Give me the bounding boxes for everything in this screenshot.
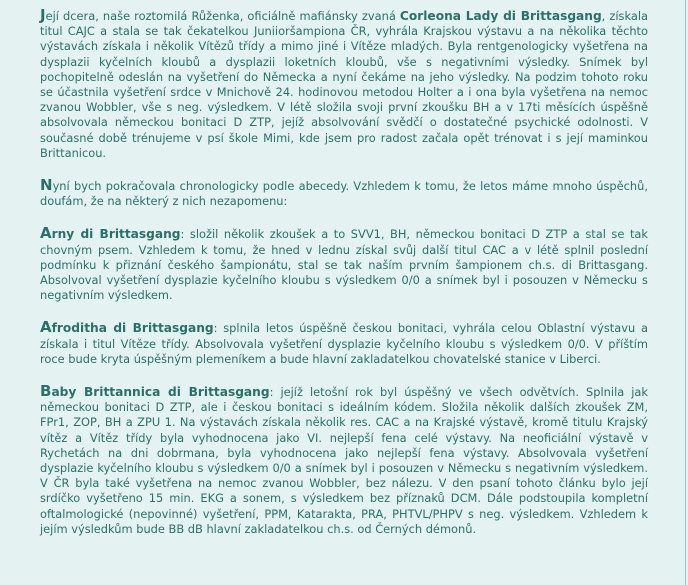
dog-dropcap: A	[40, 224, 52, 243]
transition-paragraph	[40, 178, 648, 209]
intro-text-after: , získala titul CAJC a stala se tak čekatelkou Juniioršampiona ČR, vyhrála Krajskou výstavu a na několika těchto výstavách získala i několik Vítězů třídy a mimo jiné i Vítěze mladých. Byla rentgenologicky vyšetřena na dysplazii kyčelních kloubů a dysplazii loketních kloubů, vše s negativními výsledky. Snímek byl pochopitelně odeslán na vyšetření do Německa a nyní čekáme na jeho výsledky. Na podzim tohoto roku se účastnila vyšetření srdce v Mnichově 24. hodinovou metodou Holter a i ona byla vyšetřena na nemoc zvanou Wobbler, vše s neg. výsledkem. V létě složila svoji první zkoušku BH a v 17ti měsících úspěšně absolvovala německou bonitaci D ZTP, jejíž absolvování svědčí o dostatečné psychické odolnosti. V současné době trénujeme v psí škole Mimi, kde jsem pro radost začala opět trénovat i s její maminkou Brittanicou.	[40, 9, 648, 160]
transition-text: yní bych pokračovala chronologicky podle abecedy. Vzhledem k tomu, že letos máme mnoho úspěchů, doufám, že na některý z nich nezapomenu:	[40, 179, 648, 209]
intro-dog-name: Corleona Lady di Brittasgang	[399, 9, 602, 23]
dog-name: rny di Brittasgang	[51, 227, 181, 242]
dog-paragraph-arny	[40, 226, 648, 303]
dog-text: : složil několik zkoušek a to SVV1, BH, německou bonitaci D ZTP a stal se tak chovným psem. Vzhledem k tomu, že hned v lednu získal svůj další titul CAC a v létě splnil poslední podmínku k přiznání českého šampionátu, stal se tak naším prvním šampionem ch.s. di Brittasgang. Absolvoval vyšetření dysplazie kyčelního kloubu s výsledkem 0/0 a snímek byl i posouzen v Německu s negativním výsledkem.	[40, 227, 648, 303]
dog-dropcap: B	[40, 382, 52, 401]
dog-paragraph-afroditha	[40, 320, 648, 367]
dog-text: : splnila letos úspěšně českou bonitaci, vyhrála celou Oblastní výstavu a získala i titul Vítěze třídy. Absolvovala vyšetření dysplazie kyčelního kloubu s výsledkem 0/0. V příštím roce bude kryta úspěšným plemeníkem a bude hlavní zakladatelkou chovatelské stanice v Liberci.	[40, 321, 648, 366]
dog-text: : jejíž letošní rok byl úspěšný ve všech odvětvích. Splnila jak německou bonitaci D ZTP, ale i českou bonitaci s ideálním kódem. Složila několik dalších zkoušek ZM, FPr1, ZOP, BH a ZPU 1. Na výstavách získala několik res. CAC a na Krajské výstavě, kromě titulu Krajský vítěz a Vítěz třídy byla vyhodnocena jako VI. nejlepší fena celé výstavy. Na neoficiální výstavě v Rychetách na dni dobrmana, byla vyhodnocena jako nejlepší fena výstavy. Absolvovala vyšetření dysplazie kyčelního kloubu s výsledkem 0/0 a snímek byl i posouzen v Německu s negativním výsledkem. V ČR byla také vyšetřena na nemoc zvanou Wobbler, bez nálezu. V den psaní tohoto článku bylo její srdíčko vyšetřeno 15 min. EKG a sonem, s výsledkem bez příznaků DCM. Dále podstoupila kompletní oftalmologické (nepovinné) vyšetření, PPM, Katarakta, PRA, PHTVL/PHPV s neg. výsledkem. Vzhledem k jejím výsledkům bude BB dB hlavní zakladatelkou ch.s. od Černých démonů.	[40, 385, 649, 536]
intro-paragraph	[40, 8, 648, 161]
intro-text-before: ejí dcera, naše roztomilá Růženka, oficiálně mafiánsky zvaná	[45, 9, 400, 23]
transition-dropcap: N	[40, 176, 53, 195]
dog-dropcap: A	[40, 318, 52, 337]
dog-name: froditha di Brittasgang	[51, 321, 214, 336]
intro-dropcap: J	[40, 6, 46, 24]
dog-name: aby Brittannica di Brittasgang	[51, 385, 270, 400]
article-body	[40, 8, 648, 554]
dog-paragraph-baby-brittannica	[40, 384, 648, 537]
